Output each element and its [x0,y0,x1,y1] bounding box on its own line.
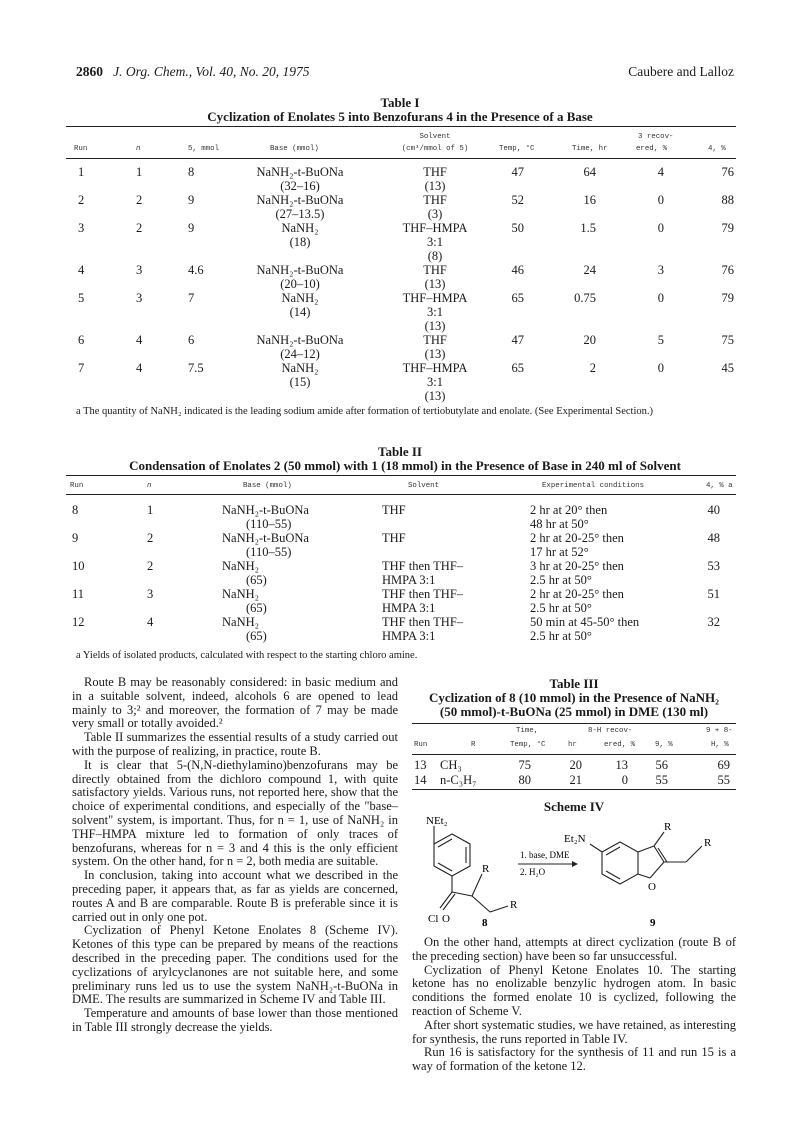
table3-temp: 80 [518,773,531,787]
table1-time: 16 [583,193,596,207]
table3-header-r: R [471,741,476,749]
table1-label: Table I [380,95,420,110]
table1-time: 1.5 [580,221,596,235]
r-label-8b: R [510,899,518,911]
table1-temp: 47 [511,333,524,347]
table2-conditions: 2 hr at 20° then [530,503,608,517]
table1-recovered: 0 [657,221,664,235]
table1-header-recov-unit: ered, % [636,145,668,153]
table2-solvent: THF [382,503,406,517]
scheme4-title: Scheme IV [543,799,605,814]
table2-top-rule [66,475,736,476]
r-label-8a: R [482,863,490,875]
paragraph-conclusion: In conclusion, taking into account what we described in the preceding paper, it appears that, as far as yields are concerned, routes A and B are comparable. Route B is preferable since it is carried out in only one pot. [72,868,398,924]
table2-yield: 51 [707,587,720,601]
table1-base: NaNH₂ [281,221,319,235]
table1-run: 2 [78,193,85,207]
table2-footnote: a Yields of isolated products, calculated with respect to the starting chloro amine. [76,650,418,661]
author-names: Caubere and Lalloz [628,64,734,79]
table2-yield: 40 [707,503,720,517]
table3-r: n-C₃H₇ [440,773,477,787]
table2-n: 1 [147,503,154,517]
table1-base: NaNH₂-t-BuONa [256,263,344,277]
reaction-step-1: 1. base, DME [520,850,570,860]
table2-base-amount: (110–55) [246,545,292,559]
cl-label: Cl [428,913,439,925]
table1-run: 1 [78,165,85,179]
table2-solvent: THF [382,531,406,545]
table1-temp: 65 [511,291,524,305]
table2-conditions: 50 min at 45-50° then [530,615,640,629]
table1-recovered: 0 [657,193,664,207]
table1-run: 7 [78,361,85,375]
table1-solvent-volume: (8) [427,249,443,263]
table1-base-amount: (27–13.5) [275,207,325,221]
table1-n: 3 [136,263,143,277]
compound-9-structure [590,832,702,884]
table2-header-n: n [147,482,152,490]
table1-solvent: THF–HMPA [402,291,468,305]
table1-mmol: 9 [188,221,195,235]
table2-yield: 32 [707,615,720,629]
table3-header-run: Run [414,741,428,749]
table1-n: 4 [136,361,143,375]
table3-time: 20 [569,758,582,772]
table1-solvent-ratio: 3:1 [427,375,443,389]
table2-base: NaNH₂ [222,559,259,573]
table1-n: 2 [136,221,143,235]
table1-base-amount: (20–10) [280,277,320,291]
table2-solvent-ratio: HMPA 3:1 [382,573,436,587]
table2-run: 8 [72,503,79,517]
benzene-ring-9 [602,842,638,884]
paragraph-systematic-studies: After short systematic studies, we have retained, as interesting for synthesis, the runs reported in Table IV. [412,1017,736,1046]
paragraph-table-ii-summary: Table II summarizes the essential results of a study carried out with the purpose of realizing, in practice, route B. [72,730,398,758]
table1-base: NaNH₂ [281,361,319,375]
table2-conditions: 3 hr at 20-25° then [530,559,624,573]
scheme4-diagram [412,812,736,928]
table3-yield-9: 55 [655,773,668,787]
table1-recovered: 3 [657,263,664,277]
table1-mmol: 4.6 [188,263,204,277]
table3-yield-sum: 55 [717,773,730,787]
table2-n: 2 [147,559,154,573]
table2-header-run: Run [70,482,84,490]
table2-solvent: THF then THF– [382,587,464,601]
table1-header-n: n [136,145,141,153]
table1-recovered: 0 [657,291,664,305]
compound-label-8: 8 [482,917,488,928]
r-label-9a: R [664,821,672,833]
et2n-label: Et₂N [564,833,586,845]
table2-base: NaNH₂ [222,587,259,601]
table1-header-solvent: Solvent [419,133,451,141]
table1-run: 4 [78,263,85,277]
table3-yield-sum: 69 [717,758,730,772]
table1-solvent: THF–HMPA [402,361,468,375]
table3-bottom-rule [412,789,736,790]
table2-conditions-2: 2.5 hr at 50° [530,629,592,643]
right-text-column [412,936,736,1074]
table2-n: 4 [147,615,154,629]
table1-solvent-ratio: (13) [424,277,446,291]
bond-chain-8 [472,896,490,912]
table3-header-time-unit: hr [568,741,577,749]
table1-run: 5 [78,291,85,305]
table2-label: Table II [378,444,422,459]
table3-time: 21 [569,773,582,787]
bond-n-9 [590,844,602,852]
table2-title: Condensation of Enolates 2 (50 mmol) with 1 (18 mmol) in the Presence of Base in 240 ml of Solvent [129,458,681,473]
table3-header-sum: 9 + 8- [706,727,733,735]
page-number: 2860 [76,64,103,79]
table1-time: 0.75 [574,291,596,305]
table2-solvent-ratio: HMPA 3:1 [382,629,436,643]
table1-yield: 45 [721,361,734,375]
paragraph-route-b: Route B may be reasonably considered: in basic medium and in a suitable solvent, indeed, alcohols 6 are opened to lead mainly to 3;² and moreover, the formation of 7 may be made very small or totally avoided.² [72,675,398,731]
table1-temp: 50 [511,221,524,235]
table1-temp: 46 [511,263,524,277]
table2-conditions: 2 hr at 20-25° then [530,531,624,545]
table2-run: 10 [72,559,85,573]
table1-solvent: THF [423,263,447,277]
paragraph-temperature: Temperature and amounts of base lower than those mentioned in Table III strongly decrease the yields. [72,1006,398,1034]
table1-header-run: Run [74,145,88,153]
table2-conditions-2: 17 hr at 52° [530,545,589,559]
table1-time: 64 [583,165,596,179]
table2-header-base: Base (mmol) [243,482,292,490]
table1-recovered: 5 [657,333,664,347]
table1-footnote: a The quantity of NaNH₂ indicated is the leading sodium amide after formation of tertiobutylate and enolate. (See Experimental Section.) [76,406,653,417]
table1-time: 20 [583,333,596,347]
table1-solvent-ratio: 3:1 [427,235,443,249]
table2-solvent: THF then THF– [382,615,464,629]
table1-base: NaNH₂-t-BuONa [256,165,344,179]
table1-recovered: 0 [657,361,664,375]
table1-base-amount: (14) [289,305,311,319]
table1-mmol: 6 [188,333,195,347]
table1-solvent: THF–HMPA [402,221,468,235]
table3-header-rule [412,754,736,755]
table1-mmol: 8 [188,165,195,179]
table1-run: 3 [78,221,85,235]
table1-header-recov: 3 recov- [638,133,674,141]
table1-time: 2 [589,361,596,375]
table2-base-amount: (65) [246,629,267,643]
table3-header-recov-unit: ered, % [604,741,636,749]
table2-base-amount: (110–55) [246,517,292,531]
table3-temp: 75 [518,758,531,772]
reaction-arrowhead [572,861,578,867]
table2-conditions-2: 2.5 hr at 50° [530,601,592,615]
table3-recovered: 0 [621,773,628,787]
table1-time: 24 [583,263,596,277]
table2-conditions-2: 48 hr at 50° [530,517,589,531]
table1-yield: 79 [721,221,734,235]
table1-yield: 75 [721,333,734,347]
table1-yield: 76 [721,165,734,179]
compound-label-9: 9 [650,917,656,928]
table2-conditions: 2 hr at 20-25° then [530,587,624,601]
benzene-ring-8 [434,834,470,876]
table1-yield: 76 [721,263,734,277]
table1-solvent-ratio: (13) [424,347,446,361]
paragraph-phenyl-ketone-10: Cyclization of Phenyl Ketone Enolates 10. The starting ketone has no enolizable benzylic hydrogen atom. In basic conditions the formed enolate 10 is cyclized, following the reaction of Scheme V. [412,962,736,1018]
table2-header-yield: 4, % a [706,482,733,490]
reaction-step-2: 2. H₂O [520,867,546,877]
table1-title: Cyclization of Enolates 5 into Benzofurans 4 in the Presence of a Base [207,109,593,124]
table1-recovered: 4 [657,165,664,179]
table1-n: 3 [136,291,143,305]
table1-header-mmol: 5, mmol [188,145,220,153]
table1-base-amount: (15) [289,375,311,389]
table3-header-temp: Temp, °C [510,741,546,749]
table2-n: 2 [147,531,154,545]
table3-label: Table III [549,676,599,691]
table2-base-amount: (65) [246,601,267,615]
table1-top-rule [66,126,736,127]
table1-solvent: THF [423,333,447,347]
table1-base-amount: (24–12) [280,347,320,361]
furan-o [650,862,664,878]
table2-n: 3 [147,587,154,601]
table1-header-temp: Temp, °C [499,145,535,153]
table1-base: NaNH₂ [281,291,319,305]
paragraph-benzofurans: It is clear that 5-(N,N-diethylamino)benzofurans may be directly obtained from the dichloro compound 1, with quite satisfactory yields. Various runs, not reported here, show that the choice of experimental conditions, and especially of the "base–solvent" system, is important. Thus, for n = 1, use of NaNH₂ in THF–HMPA mixture led to formation of only traces of benzofurans, whereas for n = 3 and 4 this is the only efficient system. On the other hand, for n = 2, both media are suitable. [72,757,398,869]
table1-header-solvent-unit: (cm³/mmol of 5) [401,145,469,153]
furan-c3 [638,846,654,852]
table2-yield: 48 [707,531,720,545]
table1-n: 4 [136,333,143,347]
table1-header-yield: 4, % [708,145,726,153]
table1-yield: 79 [721,291,734,305]
table1-base-amount: (18) [289,235,311,249]
table3-r: CH₃ [440,758,462,772]
table2-solvent: THF then THF– [382,559,464,573]
table2-base-amount: (65) [246,573,267,587]
table1-solvent-ratio: (13) [424,179,446,193]
table1-base-amount: (32–16) [280,179,320,193]
page-header-left [76,64,310,80]
table1-mmol: 9 [188,193,195,207]
table1-n: 2 [136,193,143,207]
left-text-column [72,676,398,1035]
r-label-9b: R [704,837,712,849]
table1-temp: 52 [511,193,524,207]
table1-header-time: Time, hr [572,145,608,153]
compound-8-structure [434,826,508,912]
table3-title-line1: Cyclization of 8 (10 mmol) in the Presence of NaNH₂ [429,690,719,705]
table3-header-sum-unit: H, % [711,741,729,749]
bond-r-8 [472,874,482,896]
table3-header-recov: 8-H recov- [588,727,633,735]
table2-run: 9 [72,531,79,545]
table2-run: 12 [72,615,85,629]
table3-run: 13 [414,758,427,772]
table1-run: 6 [78,333,85,347]
table1-base: NaNH₂-t-BuONa [256,333,344,347]
table1-solvent-ratio: (3) [427,207,443,221]
table3-header-time: Time, [516,727,539,735]
table2-base: NaNH₂-t-BuONa [222,503,309,517]
table3-top-rule [412,723,736,724]
table1-solvent-ratio: 3:1 [427,305,443,319]
table2-conditions-2: 2.5 hr at 50° [530,573,592,587]
journal-citation: J. Org. Chem., Vol. 40, No. 20, 1975 [113,64,310,79]
table2-header-solvent: Solvent [408,482,440,490]
table1-header-rule [66,158,736,159]
table3-recovered: 13 [615,758,628,772]
table2-header-rule [66,494,736,495]
paragraph-run-16: Run 16 is satisfactory for the synthesis of 11 and run 15 is a way of formation of the ketone 12. [412,1045,736,1074]
table2-run: 11 [72,587,85,601]
table3-yield-9: 56 [655,758,668,772]
o-label-8: O [442,913,450,925]
table1-mmol: 7 [188,291,195,305]
bond-r-9 [654,832,664,846]
table2-solvent-ratio: HMPA 3:1 [382,601,436,615]
table1-temp: 47 [511,165,524,179]
table2-header-conditions: Experimental conditions [542,482,645,490]
table2-base: NaNH₂ [222,615,259,629]
table1-temp: 65 [511,361,524,375]
table3-header-nine: 9, % [655,741,673,749]
table1-base: NaNH₂-t-BuONa [256,193,344,207]
table3-title-line2: (50 mmol)-t-BuONa (25 mmol) in DME (130 ml) [439,704,709,719]
table1-solvent: THF [423,165,447,179]
table1-solvent-volume: (13) [424,389,446,403]
table1-mmol: 7.5 [188,361,204,375]
table2-base: NaNH₂-t-BuONa [222,531,309,545]
table1-n: 1 [136,165,143,179]
table3-run: 14 [414,773,427,787]
table1-yield: 88 [721,193,734,207]
o-label-9: O [648,881,656,893]
table2-yield: 53 [707,559,720,573]
table1-solvent: THF [423,193,447,207]
net2-label: NEt₂ [426,815,448,827]
table1-solvent-volume: (13) [424,319,446,333]
table1-header-base: Base (mmol) [270,145,319,153]
paragraph-direct-cyclization: On the other hand, attempts at direct cyclization (route B of the preceding section) have been so far unsuccessful. [412,935,736,963]
paragraph-phenyl-ketone-8: Cyclization of Phenyl Ketone Enolates 8 (Scheme IV). Ketones of this type can be prepared by means of the reactions described in the preceding paper. The conditions used for the cyclizations of arylcyclanones are not suitable here, and some preliminary runs led us to use the system NaNH₂-t-BuONa in DME. The results are summarized in Scheme IV and Table III. [72,923,398,1007]
